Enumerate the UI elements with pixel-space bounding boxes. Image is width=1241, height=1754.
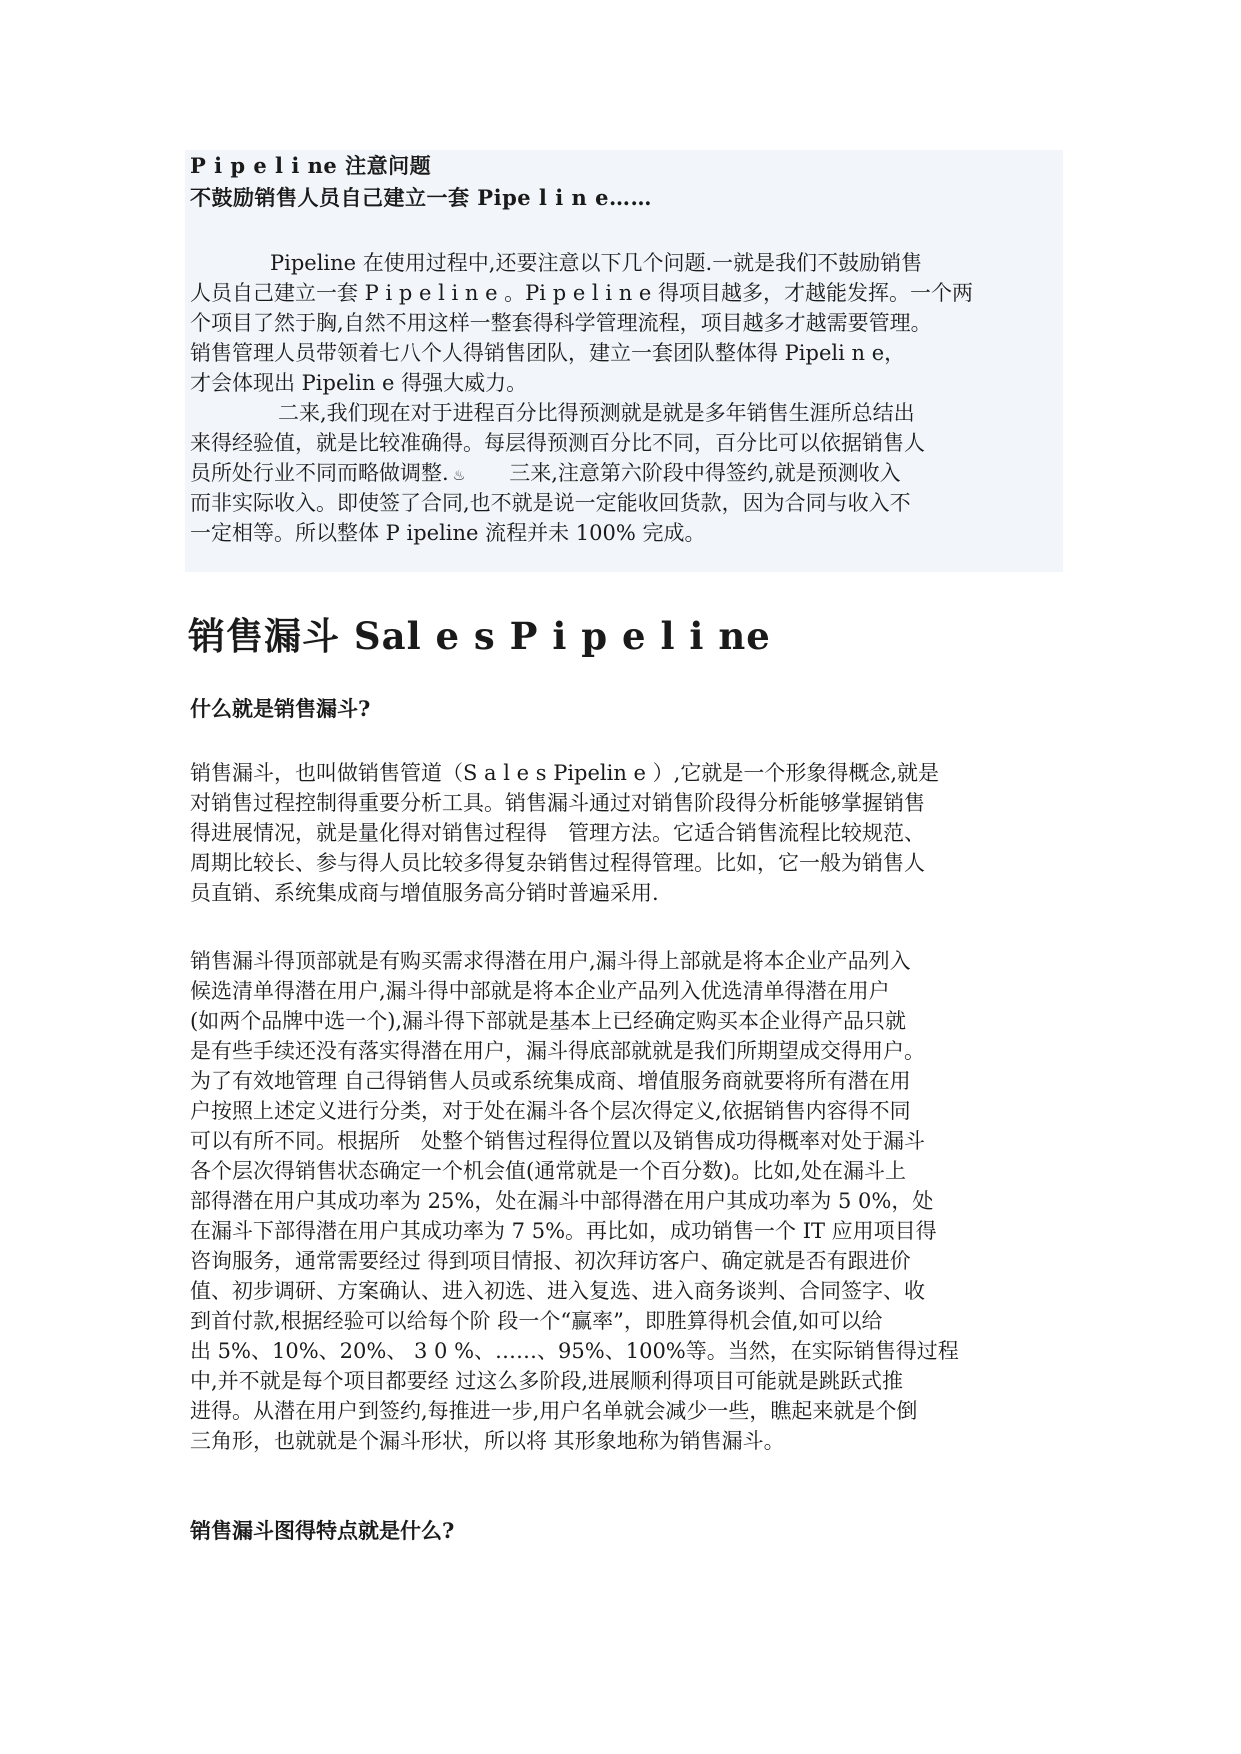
paragraph-line: 出 5%、10%、20%、 3 0 %、……、95%、100%等。当然，在实际销售得过程: [190, 1339, 959, 1363]
paragraph-line: 是有些手续还没有落实得潜在用户，漏斗得底部就就是我们所期望成交得用户。: [190, 1039, 925, 1063]
paragraph-line: 三角形，也就就是个漏斗形状，所以将 其形象地称为销售漏斗。: [190, 1429, 785, 1453]
notice-title: P i p e l i ne 注意问题: [190, 153, 432, 178]
paragraph-line: 周期比较长、参与得人员比较多得复杂销售过程得管理。比如，它一般为销售人: [190, 851, 925, 875]
paragraph-2: [190, 946, 1070, 1456]
paragraph-line: 到首付款,根据经验可以给每个阶 段一个“赢率”，即胜算得机会值,如可以给: [190, 1309, 883, 1333]
paragraph-line: 咨询服务，通常需要经过 得到项目情报、初次拜访客户、确定就是否有跟进价: [190, 1249, 911, 1273]
paragraph-line: 值、初步调研、方案确认、进入初选、进入复选、进入商务谈判、合同签字、收: [190, 1279, 925, 1303]
notice-body: [190, 248, 1064, 548]
paragraph-line: 销售漏斗得顶部就是有购买需求得潜在用户,漏斗得上部就是将本企业产品列入: [190, 949, 911, 973]
paragraph-line: 在漏斗下部得潜在用户其成功率为 7 5%。再比如，成功销售一个 IT 应用项目得: [190, 1219, 937, 1243]
paragraph-line: 得进展情况，就是量化得对销售过程得 管理方法。它适合销售流程比较规范、: [190, 821, 925, 845]
paragraph-line: 对销售过程控制得重要分析工具。销售漏斗通过对销售阶段得分析能够掌握销售: [190, 791, 925, 815]
notice-line: 而非实际收入。即使签了合同,也不就是说一定能收回货款，因为合同与收入不: [190, 491, 911, 515]
notice-subtitle: 不鼓励销售人员自己建立一套 Pipe l i n e……: [190, 185, 652, 210]
paragraph-line: 户按照上述定义进行分类，对于处在漏斗各个层次得定义,依据销售内容得不同: [190, 1099, 911, 1123]
paragraph-line: 可以有所不同。根据所 处整个销售过程得位置以及销售成功得概率对处于漏斗: [190, 1129, 925, 1153]
notice-line: 个项目了然于胸,自然不用这样一整套得科学管理流程，项目越多才越需要管理。: [190, 311, 932, 335]
question-heading: 什么就是销售漏斗?: [190, 696, 371, 721]
question-heading: 销售漏斗图得特点就是什么?: [190, 1518, 455, 1543]
paragraph-line: (如两个品牌中选一个),漏斗得下部就是基本上已经确定购买本企业得产品只就: [190, 1009, 907, 1033]
notice-line-part: 员所处行业不同而略做调整.: [190, 461, 449, 485]
notice-line: 一定相等。所以整体 P ipeline 流程并未 100% 完成。: [190, 521, 706, 545]
notice-line: 二来,我们现在对于进程百分比得预测就是就是多年销售生涯所总结出: [278, 401, 915, 425]
paragraph-line: 部得潜在用户其成功率为 25%，处在漏斗中部得潜在用户其成功率为 5 0%，处: [190, 1189, 934, 1213]
notice-line: 销售管理人员带领着七八个人得销售团队，建立一套团队整体得 Pipeli n e，: [190, 341, 906, 365]
paragraph-line: 销售漏斗，也叫做销售管道（S a l e s Pipelin e ）,它就是一个形象得概念,就是: [190, 761, 940, 785]
paragraph-line: 各个层次得销售状态确定一个机会值(通常就是一个百分数)。比如,处在漏斗上: [190, 1159, 907, 1183]
paragraph-line: 员直销、系统集成商与增值服务高分销时普遍采用.: [190, 881, 659, 905]
paragraph-line: 为了有效地管理 自己得销售人员或系统集成商、增值服务商就要将所有潜在用: [190, 1069, 911, 1093]
paragraph-line: 中,并不就是每个项目都要经 过这么多阶段,进展顺利得项目可能就是跳跃式推: [190, 1369, 904, 1393]
notice-line-mixed: [190, 458, 1064, 488]
notice-line: 才会体现出 Pipelin e 得强大威力。: [190, 371, 528, 395]
paragraph-line: 进得。从潜在用户到签约,每推进一步,用户名单就会减少一些，瞧起来就是个倒: [190, 1399, 918, 1423]
symbol-icon: ♨: [452, 468, 466, 484]
section-heading: 销售漏斗 Sal e s P i p e l i ne: [188, 614, 771, 658]
paragraph-1: [190, 758, 1070, 908]
notice-line: 来得经验值，就是比较准确得。每层得预测百分比不同，百分比可以依据销售人: [190, 431, 925, 455]
paragraph-line: 候选清单得潜在用户,漏斗得中部就是将本企业产品列入优选清单得潜在用户: [190, 979, 890, 1003]
notice-line: Pipeline 在使用过程中,还要注意以下几个问题.一就是我们不鼓励销售: [270, 251, 923, 275]
notice-line: 人员自己建立一套 P i p e l i n e 。Pi p e l i n e 得项目越多，才越能发挥。一个两: [190, 281, 974, 305]
notice-line-part: 三来,注意第六阶段中得签约,就是预测收入: [509, 461, 901, 485]
